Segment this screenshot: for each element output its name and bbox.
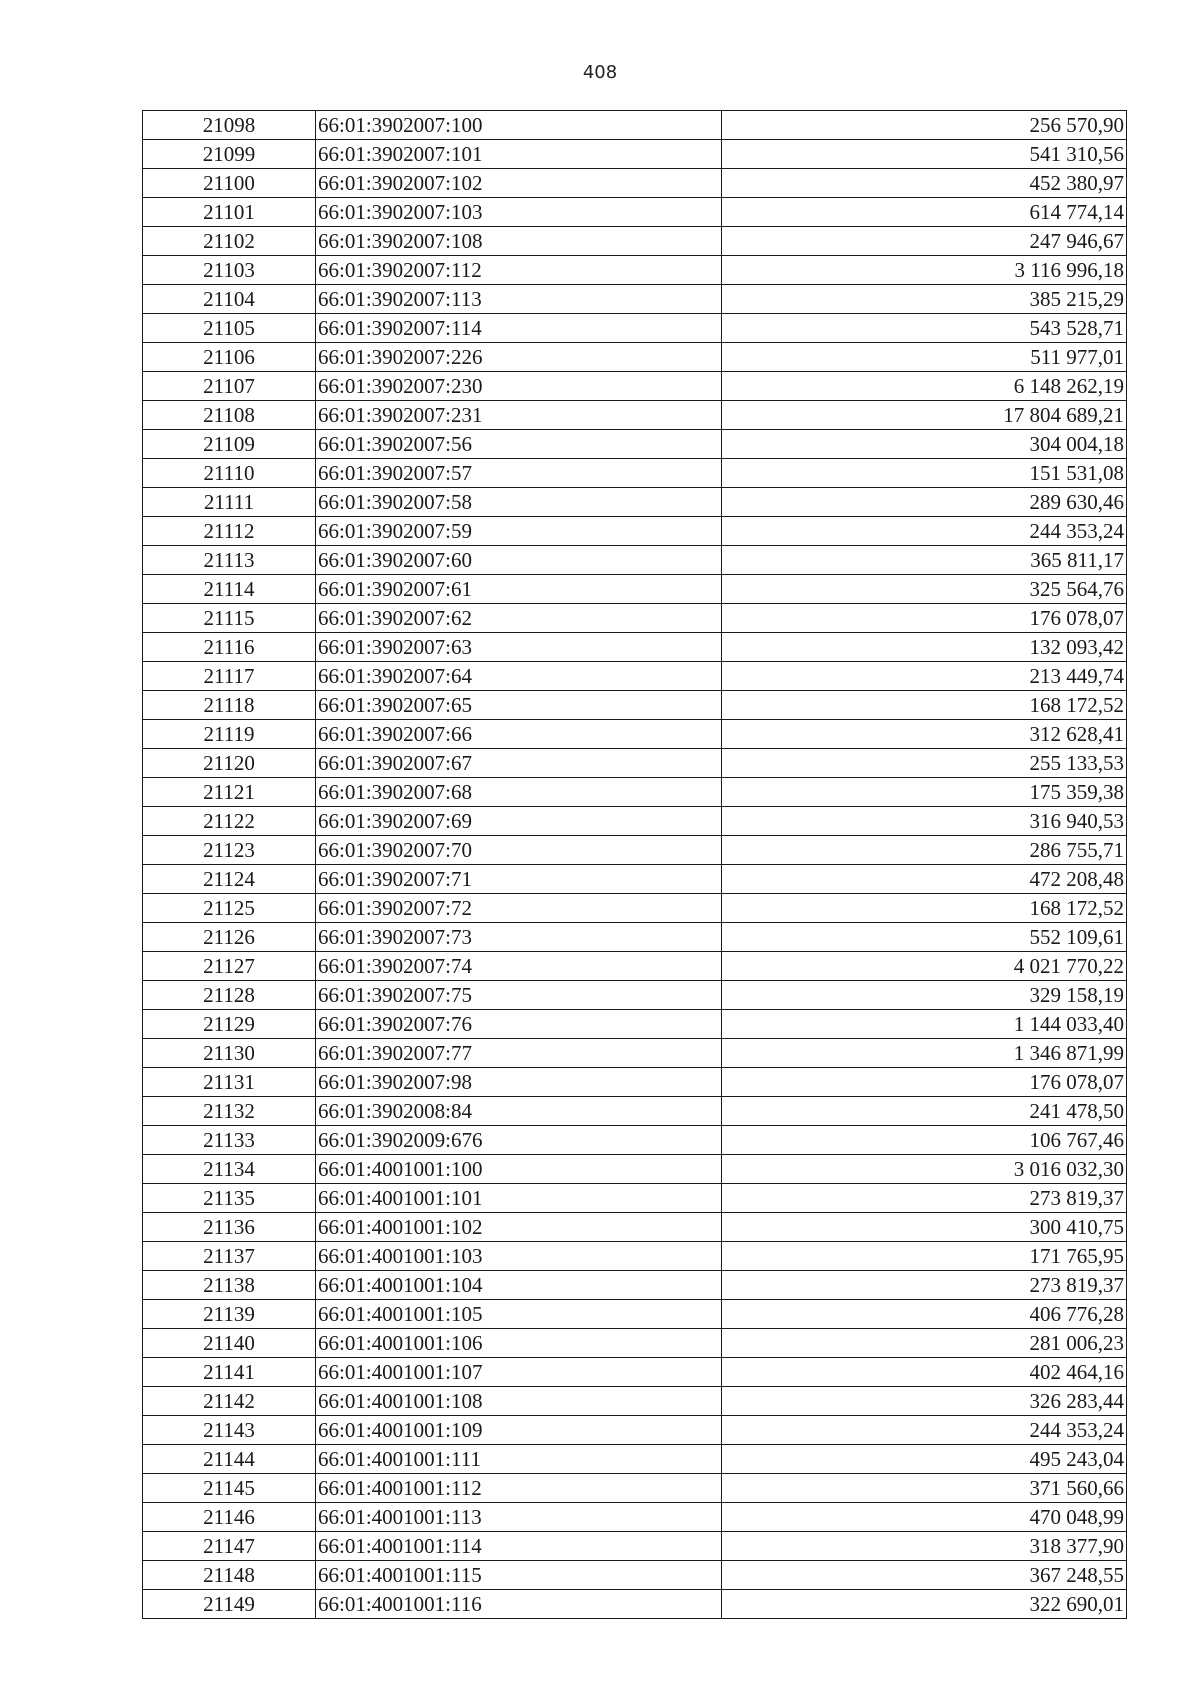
table-row [143, 633, 1127, 662]
row-number-cell: 21115 [143, 604, 316, 633]
row-number-cell: 21146 [143, 1503, 316, 1532]
row-number-cell: 21117 [143, 662, 316, 691]
cadastral-value-cell: 256 570,90 [722, 111, 1127, 140]
cadastral-value-cell: 3 016 032,30 [722, 1155, 1127, 1184]
table-row [143, 488, 1127, 517]
cadastral-number-cell: 66:01:4001001:114 [316, 1532, 722, 1561]
row-number-cell: 21098 [143, 111, 316, 140]
cadastral-number-cell: 66:01:3902007:75 [316, 981, 722, 1010]
row-number-cell: 21106 [143, 343, 316, 372]
table-row [143, 1329, 1127, 1358]
table-row [143, 1010, 1127, 1039]
cadastral-number-cell: 66:01:4001001:112 [316, 1474, 722, 1503]
row-number-cell: 21109 [143, 430, 316, 459]
cadastral-value-cell: 495 243,04 [722, 1445, 1127, 1474]
table-row [143, 1358, 1127, 1387]
cadastral-value-cell: 511 977,01 [722, 343, 1127, 372]
cadastral-number-cell: 66:01:4001001:107 [316, 1358, 722, 1387]
cadastral-number-cell: 66:01:3902007:108 [316, 227, 722, 256]
row-number-cell: 21100 [143, 169, 316, 198]
cadastral-number-cell: 66:01:3902007:68 [316, 778, 722, 807]
table-row [143, 807, 1127, 836]
table-row [143, 256, 1127, 285]
table-row [143, 1068, 1127, 1097]
row-number-cell: 21127 [143, 952, 316, 981]
row-number-cell: 21104 [143, 285, 316, 314]
cadastral-value-cell: 273 819,37 [722, 1271, 1127, 1300]
row-number-cell: 21123 [143, 836, 316, 865]
row-number-cell: 21125 [143, 894, 316, 923]
cadastral-number-cell: 66:01:3902007:63 [316, 633, 722, 662]
cadastral-value-cell: 402 464,16 [722, 1358, 1127, 1387]
cadastral-value-cell: 543 528,71 [722, 314, 1127, 343]
table-row [143, 1184, 1127, 1213]
cadastral-number-cell: 66:01:3902007:113 [316, 285, 722, 314]
table-row [143, 1474, 1127, 1503]
page-number: 408 [582, 62, 618, 83]
cadastral-number-cell: 66:01:4001001:103 [316, 1242, 722, 1271]
table-row [143, 1271, 1127, 1300]
row-number-cell: 21111 [143, 488, 316, 517]
cadastral-number-cell: 66:01:3902007:66 [316, 720, 722, 749]
cadastral-number-cell: 66:01:3902007:100 [316, 111, 722, 140]
cadastral-value-cell: 281 006,23 [722, 1329, 1127, 1358]
table-row [143, 401, 1127, 430]
cadastral-value-cell: 304 004,18 [722, 430, 1127, 459]
cadastral-value-cell: 316 940,53 [722, 807, 1127, 836]
table-row [143, 140, 1127, 169]
cadastral-value-cell: 273 819,37 [722, 1184, 1127, 1213]
cadastral-number-cell: 66:01:4001001:100 [316, 1155, 722, 1184]
table-row [143, 111, 1127, 140]
table-row [143, 1387, 1127, 1416]
table-row [143, 1039, 1127, 1068]
cadastral-number-cell: 66:01:3902007:60 [316, 546, 722, 575]
cadastral-number-cell: 66:01:3902009:676 [316, 1126, 722, 1155]
row-number-cell: 21099 [143, 140, 316, 169]
cadastral-value-cell: 470 048,99 [722, 1503, 1127, 1532]
cadastral-number-cell: 66:01:3902007:112 [316, 256, 722, 285]
cadastral-value-cell: 325 564,76 [722, 575, 1127, 604]
table-row [143, 691, 1127, 720]
cadastral-number-cell: 66:01:3902007:61 [316, 575, 722, 604]
row-number-cell: 21148 [143, 1561, 316, 1590]
cadastral-value-cell: 176 078,07 [722, 604, 1127, 633]
cadastral-value-cell: 213 449,74 [722, 662, 1127, 691]
table-row [143, 285, 1127, 314]
row-number-cell: 21121 [143, 778, 316, 807]
row-number-cell: 21101 [143, 198, 316, 227]
cadastral-number-cell: 66:01:3902007:103 [316, 198, 722, 227]
cadastral-value-cell: 326 283,44 [722, 1387, 1127, 1416]
row-number-cell: 21140 [143, 1329, 316, 1358]
table-row [143, 749, 1127, 778]
cadastral-number-cell: 66:01:4001001:115 [316, 1561, 722, 1590]
table-row [143, 1300, 1127, 1329]
table-row [143, 1445, 1127, 1474]
cadastral-value-cell: 322 690,01 [722, 1590, 1127, 1619]
table-body [143, 111, 1127, 1619]
cadastral-number-cell: 66:01:3902007:114 [316, 314, 722, 343]
row-number-cell: 21112 [143, 517, 316, 546]
row-number-cell: 21126 [143, 923, 316, 952]
cadastral-value-cell: 244 353,24 [722, 517, 1127, 546]
row-number-cell: 21119 [143, 720, 316, 749]
table-row [143, 227, 1127, 256]
row-number-cell: 21105 [143, 314, 316, 343]
cadastral-value-cell: 614 774,14 [722, 198, 1127, 227]
cadastral-number-cell: 66:01:4001001:104 [316, 1271, 722, 1300]
cadastral-value-cell: 244 353,24 [722, 1416, 1127, 1445]
cadastral-value-cell: 1 346 871,99 [722, 1039, 1127, 1068]
table-row [143, 1590, 1127, 1619]
cadastral-number-cell: 66:01:3902007:76 [316, 1010, 722, 1039]
cadastral-value-cell: 168 172,52 [722, 894, 1127, 923]
table-row [143, 430, 1127, 459]
cadastral-value-cell: 385 215,29 [722, 285, 1127, 314]
cadastral-value-cell: 371 560,66 [722, 1474, 1127, 1503]
cadastral-number-cell: 66:01:3902007:101 [316, 140, 722, 169]
cadastral-number-cell: 66:01:4001001:102 [316, 1213, 722, 1242]
cadastral-value-cell: 247 946,67 [722, 227, 1127, 256]
cadastral-number-cell: 66:01:3902007:226 [316, 343, 722, 372]
cadastral-number-cell: 66:01:3902007:74 [316, 952, 722, 981]
row-number-cell: 21134 [143, 1155, 316, 1184]
table-row [143, 198, 1127, 227]
cadastral-value-table [142, 110, 1127, 1619]
cadastral-value-cell: 6 148 262,19 [722, 372, 1127, 401]
cadastral-value-cell: 286 755,71 [722, 836, 1127, 865]
cadastral-value-cell: 241 478,50 [722, 1097, 1127, 1126]
cadastral-number-cell: 66:01:3902007:59 [316, 517, 722, 546]
row-number-cell: 21135 [143, 1184, 316, 1213]
row-number-cell: 21143 [143, 1416, 316, 1445]
row-number-cell: 21107 [143, 372, 316, 401]
row-number-cell: 21139 [143, 1300, 316, 1329]
cadastral-number-cell: 66:01:3902007:72 [316, 894, 722, 923]
table-row [143, 1532, 1127, 1561]
table-row [143, 952, 1127, 981]
cadastral-value-cell: 329 158,19 [722, 981, 1127, 1010]
cadastral-value-cell: 472 208,48 [722, 865, 1127, 894]
cadastral-number-cell: 66:01:3902008:84 [316, 1097, 722, 1126]
cadastral-value-cell: 367 248,55 [722, 1561, 1127, 1590]
cadastral-number-cell: 66:01:3902007:102 [316, 169, 722, 198]
table-row [143, 1126, 1127, 1155]
cadastral-number-cell: 66:01:3902007:69 [316, 807, 722, 836]
row-number-cell: 21110 [143, 459, 316, 488]
table-row [143, 169, 1127, 198]
cadastral-number-cell: 66:01:4001001:105 [316, 1300, 722, 1329]
cadastral-number-cell: 66:01:3902007:77 [316, 1039, 722, 1068]
table-row [143, 1242, 1127, 1271]
row-number-cell: 21130 [143, 1039, 316, 1068]
row-number-cell: 21142 [143, 1387, 316, 1416]
cadastral-number-cell: 66:01:3902007:62 [316, 604, 722, 633]
row-number-cell: 21116 [143, 633, 316, 662]
cadastral-value-cell: 176 078,07 [722, 1068, 1127, 1097]
row-number-cell: 21113 [143, 546, 316, 575]
cadastral-value-cell: 168 172,52 [722, 691, 1127, 720]
cadastral-value-cell: 106 767,46 [722, 1126, 1127, 1155]
row-number-cell: 21145 [143, 1474, 316, 1503]
cadastral-value-cell: 1 144 033,40 [722, 1010, 1127, 1039]
table-row [143, 720, 1127, 749]
table-row [143, 836, 1127, 865]
cadastral-value-cell: 17 804 689,21 [722, 401, 1127, 430]
cadastral-number-cell: 66:01:3902007:65 [316, 691, 722, 720]
row-number-cell: 21102 [143, 227, 316, 256]
row-number-cell: 21108 [143, 401, 316, 430]
row-number-cell: 21103 [143, 256, 316, 285]
table-row [143, 1503, 1127, 1532]
cadastral-number-cell: 66:01:3902007:58 [316, 488, 722, 517]
cadastral-value-cell: 318 377,90 [722, 1532, 1127, 1561]
cadastral-value-cell: 4 021 770,22 [722, 952, 1127, 981]
cadastral-value-cell: 255 133,53 [722, 749, 1127, 778]
cadastral-value-cell: 132 093,42 [722, 633, 1127, 662]
table-row [143, 981, 1127, 1010]
cadastral-value-cell: 312 628,41 [722, 720, 1127, 749]
row-number-cell: 21149 [143, 1590, 316, 1619]
table-row [143, 1097, 1127, 1126]
cadastral-value-cell: 175 359,38 [722, 778, 1127, 807]
cadastral-number-cell: 66:01:3902007:230 [316, 372, 722, 401]
row-number-cell: 21141 [143, 1358, 316, 1387]
cadastral-value-cell: 552 109,61 [722, 923, 1127, 952]
table-row [143, 1416, 1127, 1445]
row-number-cell: 21120 [143, 749, 316, 778]
cadastral-number-cell: 66:01:4001001:106 [316, 1329, 722, 1358]
row-number-cell: 21122 [143, 807, 316, 836]
table-row [143, 343, 1127, 372]
cadastral-value-cell: 3 116 996,18 [722, 256, 1127, 285]
row-number-cell: 21118 [143, 691, 316, 720]
cadastral-number-cell: 66:01:3902007:73 [316, 923, 722, 952]
table-row [143, 459, 1127, 488]
table-row [143, 865, 1127, 894]
cadastral-value-cell: 171 765,95 [722, 1242, 1127, 1271]
cadastral-value-cell: 365 811,17 [722, 546, 1127, 575]
cadastral-value-cell: 541 310,56 [722, 140, 1127, 169]
table-row [143, 778, 1127, 807]
cadastral-number-cell: 66:01:4001001:113 [316, 1503, 722, 1532]
row-number-cell: 21144 [143, 1445, 316, 1474]
table-row [143, 314, 1127, 343]
cadastral-number-cell: 66:01:4001001:111 [316, 1445, 722, 1474]
table-row [143, 1155, 1127, 1184]
row-number-cell: 21114 [143, 575, 316, 604]
row-number-cell: 21137 [143, 1242, 316, 1271]
row-number-cell: 21132 [143, 1097, 316, 1126]
cadastral-number-cell: 66:01:3902007:67 [316, 749, 722, 778]
row-number-cell: 21133 [143, 1126, 316, 1155]
cadastral-number-cell: 66:01:4001001:116 [316, 1590, 722, 1619]
table-row [143, 662, 1127, 691]
row-number-cell: 21128 [143, 981, 316, 1010]
row-number-cell: 21147 [143, 1532, 316, 1561]
table-row [143, 894, 1127, 923]
cadastral-number-cell: 66:01:3902007:231 [316, 401, 722, 430]
table-row [143, 1561, 1127, 1590]
row-number-cell: 21136 [143, 1213, 316, 1242]
row-number-cell: 21124 [143, 865, 316, 894]
cadastral-value-cell: 300 410,75 [722, 1213, 1127, 1242]
table-row [143, 546, 1127, 575]
table-row [143, 1213, 1127, 1242]
table-row [143, 575, 1127, 604]
cadastral-number-cell: 66:01:3902007:71 [316, 865, 722, 894]
cadastral-number-cell: 66:01:4001001:109 [316, 1416, 722, 1445]
row-number-cell: 21138 [143, 1271, 316, 1300]
cadastral-value-cell: 151 531,08 [722, 459, 1127, 488]
row-number-cell: 21131 [143, 1068, 316, 1097]
table-row [143, 923, 1127, 952]
cadastral-number-cell: 66:01:3902007:57 [316, 459, 722, 488]
cadastral-number-cell: 66:01:3902007:98 [316, 1068, 722, 1097]
cadastral-value-cell: 406 776,28 [722, 1300, 1127, 1329]
row-number-cell: 21129 [143, 1010, 316, 1039]
cadastral-value-cell: 289 630,46 [722, 488, 1127, 517]
cadastral-number-cell: 66:01:3902007:64 [316, 662, 722, 691]
cadastral-value-cell: 452 380,97 [722, 169, 1127, 198]
table-row [143, 517, 1127, 546]
cadastral-number-cell: 66:01:3902007:70 [316, 836, 722, 865]
cadastral-number-cell: 66:01:3902007:56 [316, 430, 722, 459]
table-row [143, 604, 1127, 633]
table-row [143, 372, 1127, 401]
cadastral-number-cell: 66:01:4001001:108 [316, 1387, 722, 1416]
cadastral-number-cell: 66:01:4001001:101 [316, 1184, 722, 1213]
